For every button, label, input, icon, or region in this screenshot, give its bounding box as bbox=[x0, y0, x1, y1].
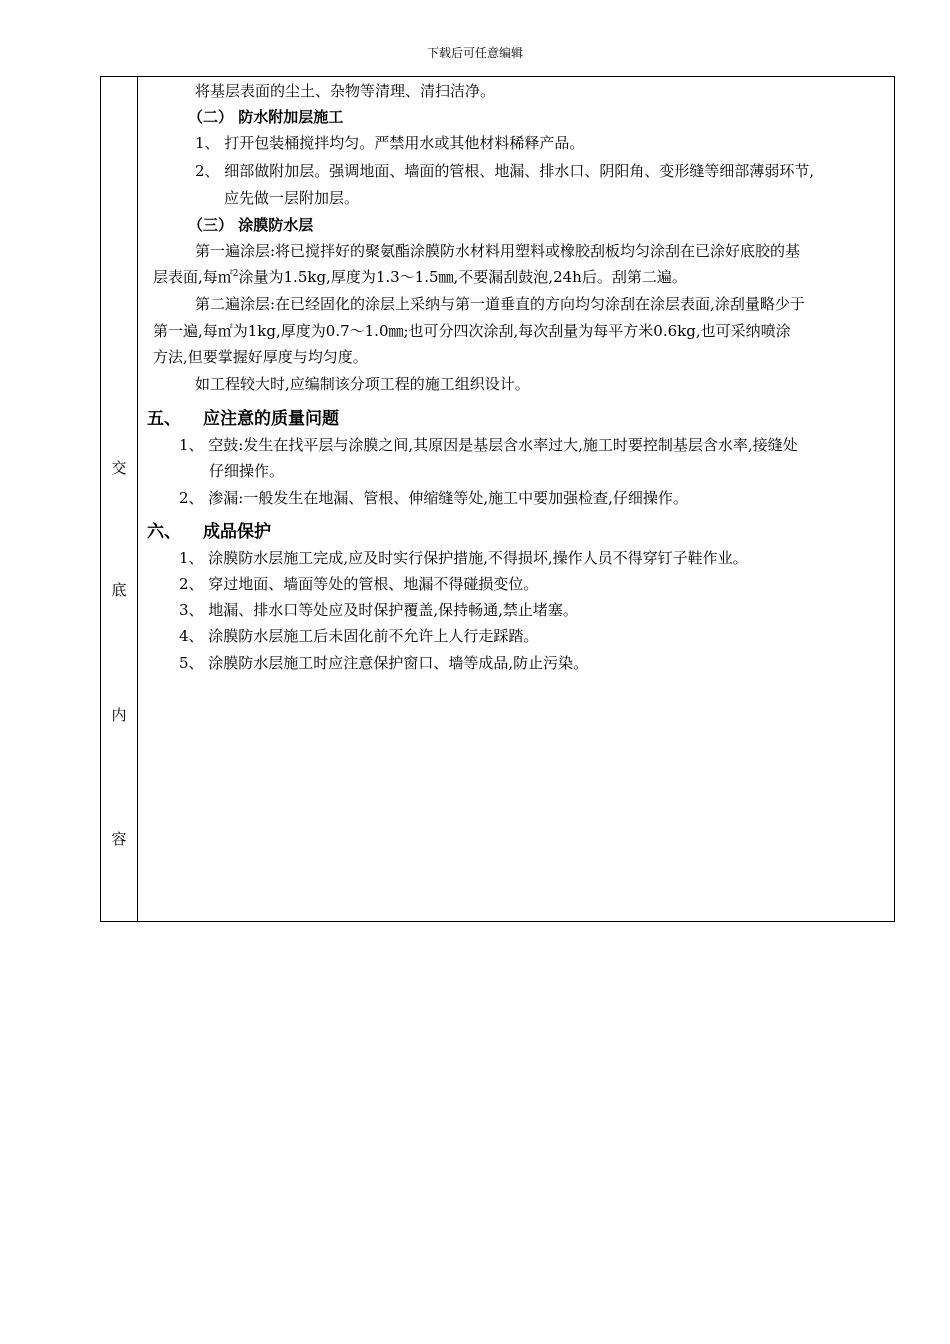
list-item: 1、 空鼓:发生在找平层与涂膜之间,其原因是基层含水率过大,施工时要控制基层含水率,接缝处 bbox=[179, 436, 798, 454]
text-fragment: 层表面,每㎡ bbox=[153, 268, 233, 286]
text-line: 将基层表面的尘土、杂物等清理、清扫洁净。 bbox=[195, 82, 496, 100]
text-line: 方法,但要掌握好厚度与均匀度。 bbox=[153, 348, 368, 366]
text-line: 第二遍涂层:在已经固化的涂层上采纳与第一道垂直的方向均匀涂刮在涂层表面,涂刮量略少于 bbox=[195, 295, 805, 313]
text-line: 第一遍,每㎡为1kg,厚度为0.7～1.0㎜;也可分四次涂刮,每次刮量为每平方米0.6kg,也可采纳喷涂 bbox=[153, 322, 791, 340]
side-label-char: 内 bbox=[111, 706, 127, 724]
page-header-note: 下载后可任意编辑 bbox=[426, 46, 523, 60]
content-area bbox=[138, 77, 894, 921]
section-6-number: 六、 bbox=[147, 522, 181, 542]
text-line: 第一遍涂层:将已搅拌好的聚氨酯涂膜防水材料用塑料或橡胶刮板均匀涂刮在已涂好底胶的基 bbox=[195, 242, 801, 260]
list-item: 5、 涂膜防水层施工时应注意保护窗口、墙等成品,防止污染。 bbox=[179, 654, 589, 672]
side-label-char: 容 bbox=[111, 830, 127, 848]
list-item: 1、 涂膜防水层施工完成,应及时实行保护措施,不得损坏,操作人员不得穿钉子鞋作业。 bbox=[179, 549, 748, 567]
text-line bbox=[153, 267, 687, 287]
subheading-coating-layer: （三） 涂膜防水层 bbox=[188, 216, 314, 234]
list-item: 2、 渗漏:一般发生在地漏、管根、伸缩缝等处,施工中要加强检查,仔细操作。 bbox=[179, 489, 688, 507]
section-6-title: 成品保护 bbox=[203, 522, 271, 542]
section-5-number: 五、 bbox=[147, 409, 181, 429]
superscript: 2 bbox=[232, 269, 239, 279]
section-5-title: 应注意的质量问题 bbox=[203, 409, 339, 429]
text-line: 如工程较大时,应编制该分项工程的施工组织设计。 bbox=[195, 375, 530, 393]
list-item: 2、 穿过地面、墙面等处的管根、地漏不得碰损变位。 bbox=[179, 575, 539, 593]
text-line: 应先做一层附加层。 bbox=[224, 189, 360, 207]
list-item: 3、 地漏、排水口等处应及时保护覆盖,保持畅通,禁止堵塞。 bbox=[179, 601, 578, 619]
subheading-waterproof-reinforcement: （二） 防水附加层施工 bbox=[188, 108, 344, 126]
list-item-continuation: 仔细操作。 bbox=[209, 462, 285, 480]
side-label-column bbox=[101, 77, 138, 921]
text-line: 1、 打开包装桶搅拌均匀。严禁用水或其他材料稀释产品。 bbox=[195, 134, 585, 152]
text-fragment: 涂量为1.5kg,厚度为1.3～1.5㎜,不要漏刮鼓泡,24h后。刮第二遍。 bbox=[238, 268, 687, 286]
text-line: 2、 细部做附加层。强调地面、墙面的管根、地漏、排水口、阴阳角、变形缝等细部薄弱环节, bbox=[195, 162, 815, 180]
side-label-char: 底 bbox=[111, 581, 127, 599]
side-label-char: 交 bbox=[111, 459, 127, 477]
list-item: 4、 涂膜防水层施工后未固化前不允许上人行走踩踏。 bbox=[179, 627, 539, 645]
document-table bbox=[100, 76, 895, 922]
